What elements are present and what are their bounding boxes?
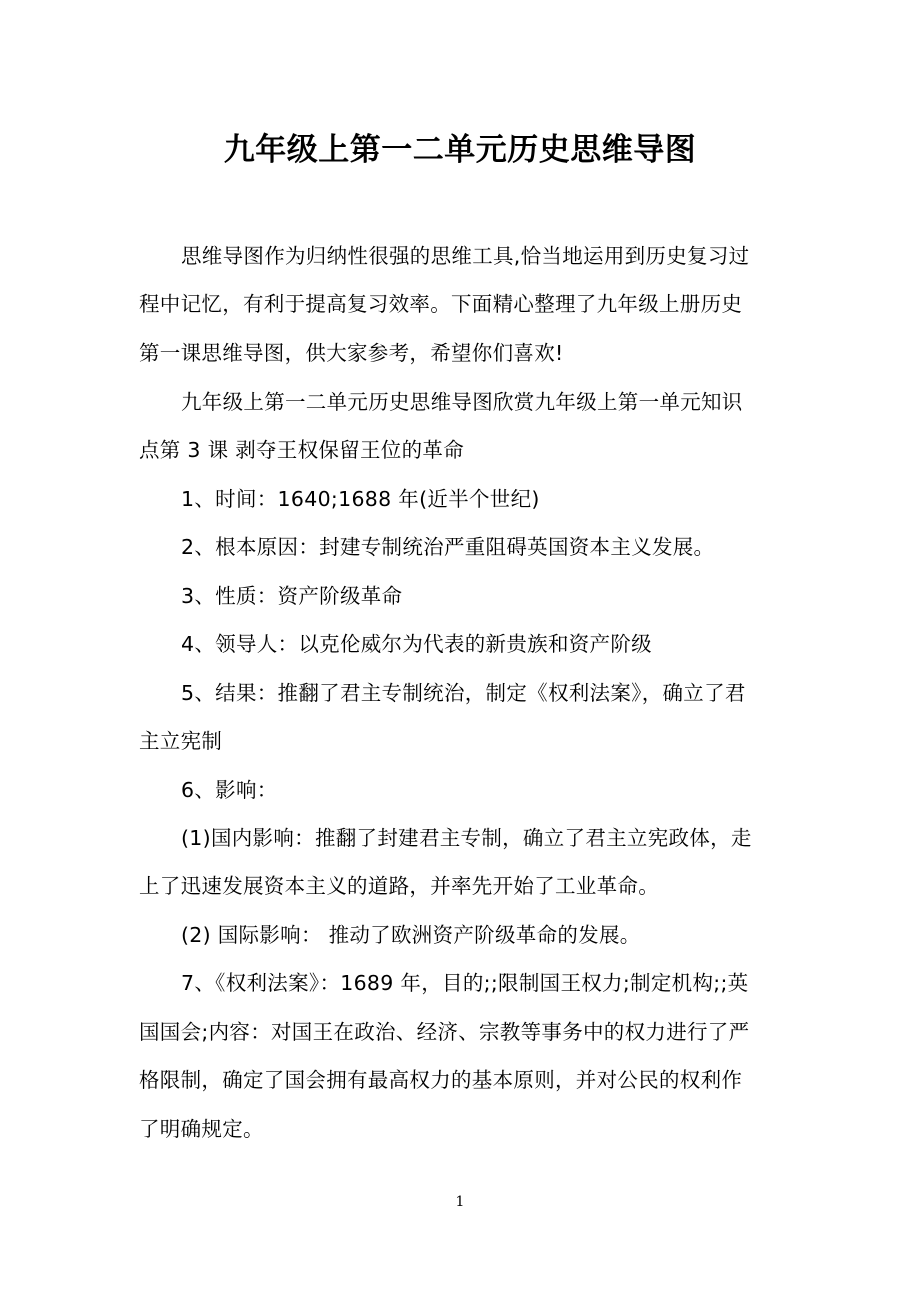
page-number: 1 [455, 1194, 465, 1210]
list-item-continuation: 了明确规定。 [139, 1117, 264, 1141]
document-title: 九年级上第一二单元历史思维导图 [223, 132, 697, 168]
sub-item-continuation: 上了迅速发展资本主义的道路，并率先开始了工业革命。 [139, 874, 659, 898]
list-item: 2、根本原因：封建专制统治严重阻碍英国资本主义发展。 [181, 535, 715, 559]
paragraph-line: 九年级上第一二单元历史思维导图欣赏九年级上第一单元知识 [181, 390, 743, 414]
list-item-continuation: 主立宪制 [139, 729, 223, 753]
sub-item: (2) 国际影响： 推动了欧洲资产阶级革命的发展。 [181, 923, 641, 947]
list-item: 3、性质：资产阶级革命 [181, 584, 403, 608]
list-item: 1、时间：1640;1688 年(近半个世纪) [181, 487, 540, 511]
list-item: 5、结果：推翻了君主专制统治，制定《权利法案》，确立了君 [181, 681, 746, 705]
paragraph-line: 思维导图作为归纳性很强的思维工具,恰当地运用到历史复习过 [181, 244, 750, 268]
list-item: 6、影响： [181, 778, 278, 802]
paragraph-line: 程中记忆，有利于提高复习效率。下面精心整理了九年级上册历史 [139, 292, 743, 316]
list-item: 4、领导人：以克伦威尔为代表的新贵族和资产阶级 [181, 632, 652, 656]
list-item-continuation: 国国会;内容：对国王在政治、经济、宗教等事务中的权力进行了严 [139, 1020, 750, 1044]
paragraph-line: 点第 3 课 剥夺王权保留王位的革命 [139, 438, 464, 462]
sub-item: (1)国内影响：推翻了封建君主专制，确立了君主立宪政体，走 [181, 826, 752, 850]
paragraph-line: 第一课思维导图，供大家参考，希望你们喜欢! [139, 341, 564, 365]
list-item: 7、《权利法案》：1689 年，目的;;限制国王权力;制定机构;;英 [181, 971, 749, 995]
list-item-continuation: 格限制，确定了国会拥有最高权力的基本原则，并对公民的权利作 [139, 1068, 743, 1092]
